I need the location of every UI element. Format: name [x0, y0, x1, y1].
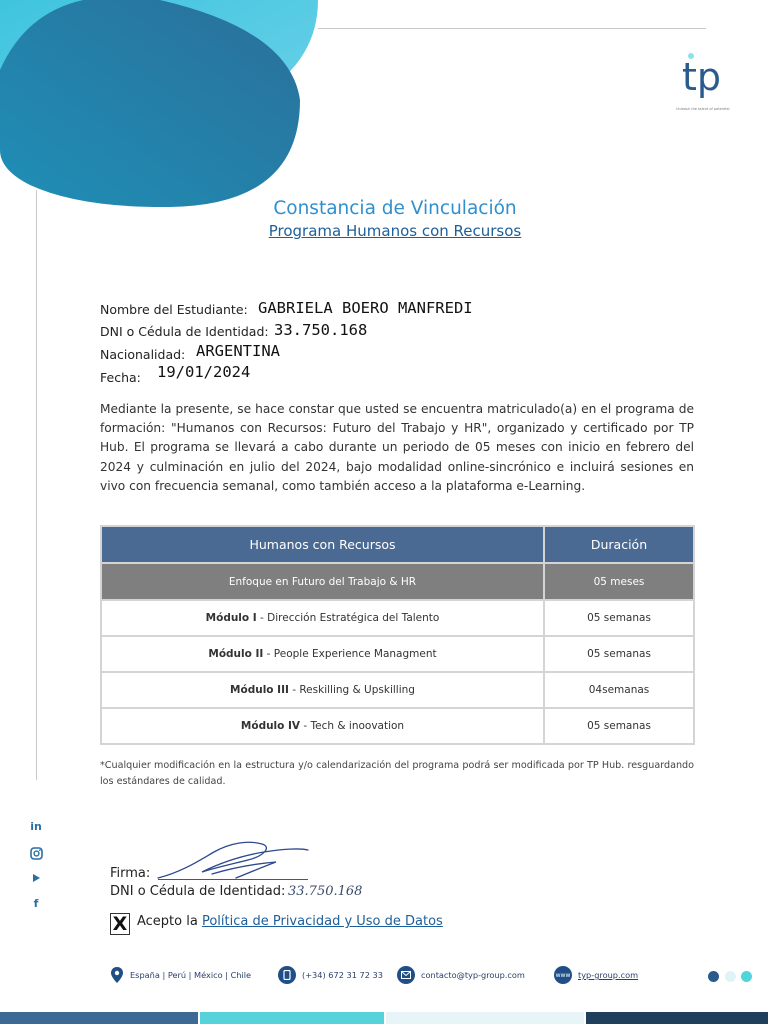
- program-table: [100, 525, 695, 745]
- module-cell: [101, 563, 544, 600]
- page-dot-3: [741, 971, 752, 982]
- header-duration: Duración: [544, 526, 694, 563]
- table-row: [101, 708, 694, 744]
- linkedin-icon[interactable]: in: [30, 819, 42, 833]
- student-name-label: Nombre del Estudiante:: [100, 302, 248, 317]
- signature-dni-label: DNI o Cédula de Identidad:: [110, 884, 286, 899]
- table-header-row: [101, 526, 694, 563]
- left-divider: [36, 190, 37, 780]
- footer-bar-segment: [0, 1012, 198, 1024]
- module-cell: [101, 708, 544, 744]
- logo-letters: tp: [682, 55, 722, 99]
- table-row: [101, 672, 694, 708]
- phone-text: (+34) 672 31 72 33: [302, 970, 383, 980]
- document-title: Constancia de Vinculación: [273, 198, 517, 219]
- duration-cell: 05 semanas: [544, 600, 694, 636]
- table-row: [101, 563, 694, 600]
- contact-countries: [110, 964, 251, 986]
- module-prefix: Módulo II: [208, 648, 264, 660]
- module-name: - Tech & inoovation: [300, 720, 405, 732]
- footer-bar-segment: [586, 1012, 768, 1024]
- table-row: [101, 636, 694, 672]
- contact-phone: [278, 964, 383, 986]
- privacy-policy-link[interactable]: Política de Privacidad y Uso de Datos: [201, 914, 443, 929]
- module-name: - Reskilling & Upskilling: [288, 684, 415, 696]
- phone-icon: [278, 966, 296, 984]
- consent-prefix: Acepto la: [137, 914, 202, 929]
- module-cell: [101, 672, 544, 708]
- document-subtitle: Programa Humanos con Recursos: [268, 222, 522, 240]
- decorative-corner-shape: [0, 0, 330, 215]
- module-name: Enfoque en Futuro del Trabajo & HR: [228, 575, 417, 588]
- module-prefix: Módulo I: [205, 612, 257, 624]
- student-id-label: DNI o Cédula de Identidad:: [100, 324, 269, 339]
- contact-email: [397, 964, 525, 986]
- footer-bar-segment: [200, 1012, 384, 1024]
- student-name-value: GABRIELA BOERO MANFREDI: [258, 299, 473, 317]
- email-icon: [397, 966, 415, 984]
- header-program: Humanos con Recursos: [101, 526, 544, 563]
- student-id-value: 33.750.168: [274, 321, 368, 339]
- page-dot-2: [725, 971, 736, 982]
- logo-caption: Unleash the talent of potential: [676, 107, 730, 111]
- duration-cell: 04semanas: [544, 672, 694, 708]
- instagram-icon[interactable]: [24, 843, 48, 863]
- facebook-icon[interactable]: f: [33, 896, 39, 910]
- handwritten-signature: [152, 838, 312, 886]
- consent-checkbox[interactable]: X: [110, 913, 130, 935]
- handwritten-dni: 33.750.168: [288, 884, 363, 899]
- module-cell: [101, 636, 544, 672]
- module-prefix: Módulo IV: [240, 720, 301, 732]
- page-dot-1: [708, 971, 719, 982]
- module-name: - People Experience Managment: [263, 648, 437, 660]
- signature-label: Firma:: [110, 866, 151, 881]
- nationality-value: ARGENTINA: [196, 342, 280, 360]
- date-value: 19/01/2024: [157, 363, 251, 381]
- location-pin-icon: [110, 966, 124, 984]
- enrollment-paragraph: Mediante la presente, se hace constar que usted se encuentra matriculado(a) en el programa de formación: "Humanos con Recursos: Futuro del Trabajo y HR", organizado y certificado por TP Hub. El programa se llevará a cabo durante un periodo de 05 meses con inicio en febrero del 2024 y culminación en julio del 2024, bajo modalidad online-sincrónico e incluirá sesiones en vivo con frecuencia semanal, como también acceso a la plataforma e-Learning.: [100, 402, 694, 493]
- date-label: Fecha:: [100, 370, 141, 385]
- countries-text: España | Perú | México | Chile: [130, 970, 252, 980]
- consent-text: [137, 914, 443, 929]
- duration-cell: 05 semanas: [544, 636, 694, 672]
- module-cell: [101, 600, 544, 636]
- duration-cell: 05 meses: [544, 563, 694, 600]
- duration-cell: 05 semanas: [544, 708, 694, 744]
- footnote: *Cualquier modificación en la estructura y/o calendarización del programa podrá ser modificada por TP Hub. resguardando los estándares de calidad.: [100, 760, 694, 787]
- module-prefix: Módulo III: [230, 684, 289, 696]
- module-name: - Dirección Estratégica del Talento: [256, 612, 440, 624]
- nationality-label: Nacionalidad:: [100, 347, 186, 362]
- youtube-icon[interactable]: [24, 868, 48, 888]
- website-link[interactable]: typ-group.com: [578, 970, 639, 980]
- top-divider: [318, 28, 706, 29]
- contact-website: [554, 964, 638, 986]
- table-row: [101, 600, 694, 636]
- email-text[interactable]: contacto@typ-group.com: [421, 970, 525, 980]
- footer-bar-segment: [386, 1012, 584, 1024]
- web-icon: www: [554, 966, 572, 984]
